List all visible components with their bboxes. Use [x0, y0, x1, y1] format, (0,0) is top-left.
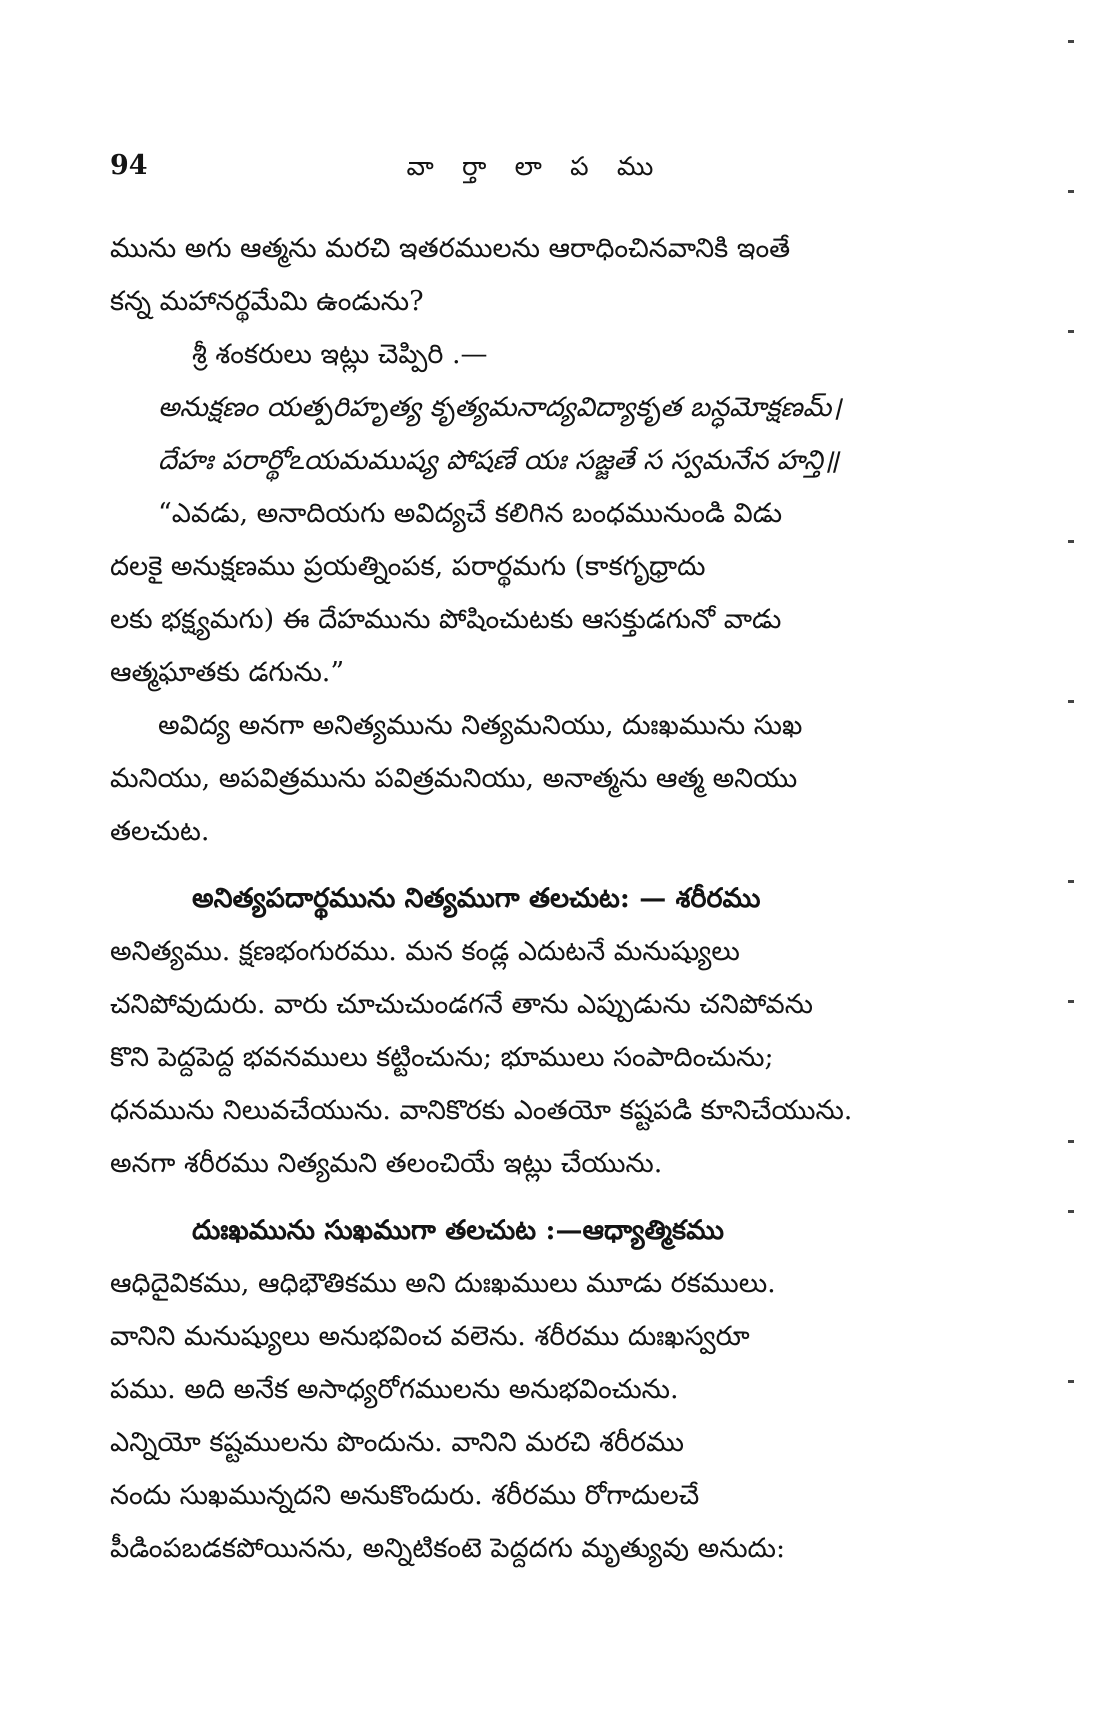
scan-edge-marks — [1040, 0, 1100, 1721]
section-heading: దుఃఖమును సుఖముగా తలచుట :—ఆధ్యాత్మికము — [192, 1215, 725, 1246]
text-line: తలచుట. — [110, 816, 210, 847]
text-line: అనగా శరీరము నిత్యమని తలంచియే ఇట్లు చేయును. — [110, 1148, 663, 1179]
page-body — [110, 222, 960, 1575]
running-title: వా ర్తా లా ప ము — [406, 152, 664, 182]
text-line: “ఎవడు, అనాదియగు అవిద్యచే కలిగిన బంధమునుండి విడు — [158, 498, 783, 529]
text-line: ఆత్మఘాతకు డగును.” — [110, 657, 345, 688]
text-line: ధనమును నిలువచేయును. వానికొరకు ఎంతయో కష్టపడి కూనిచేయును. — [110, 1095, 853, 1126]
text-line: ఎన్నియో కష్టములను పొందును. వానిని మరచి శరీరము — [110, 1427, 684, 1458]
sanskrit-verse-line: అనుక్షణం యత్పరిహృత్య కృత్యమనాద్యవిద్యాకృత బన్ధమోక్షణమ్। — [158, 392, 842, 423]
page-number: 94 — [110, 150, 148, 181]
text-line: అనిత్యము. క్షణభంగురము. మన కండ్ల ఎదుటనే మనుష్యులు — [110, 936, 740, 967]
text-line: కన్న మహానర్థమేమి ఉండును? — [110, 286, 424, 317]
text-line: ఆధిదైవికము, ఆధిభౌతికము అని దుఃఖములు మూడు రకములు. — [110, 1268, 776, 1299]
quote-intro: శ్రీ శంకరులు ఇట్లు చెప్పిరి .— — [192, 339, 488, 370]
text-line: దలకై అనుక్షణము ప్రయత్నింపక, పరార్థమగు (కాకగృధ్రాదు — [110, 551, 706, 582]
text-line: నందు సుఖమున్నదని అనుకొందురు. శరీరము రోగాదులచే — [110, 1480, 700, 1511]
text-line: పము. అది అనేక అసాధ్యరోగములను అనుభవించును. — [110, 1374, 679, 1405]
page-header — [110, 150, 960, 190]
text-line: లకు భక్ష్యమగు) ఈ దేహమును పోషించుటకు ఆసక్తుడగునో వాడు — [110, 604, 782, 635]
text-line: పీడింపబడకపోయినను, అన్నిటికంటె పెద్దదగు మృత్యువు అనుదు: — [110, 1533, 786, 1564]
text-line: చనిపోవుదురు. వారు చూచుచుండగనే తాను ఎప్పుడును చనిపోవను — [110, 989, 814, 1020]
text-line: కొని పెద్దపెద్ద భవనములు కట్టించును; భూములు సంపాదించును; — [110, 1042, 774, 1073]
text-line: మును అగు ఆత్మను మరచి ఇతరములను ఆరాధించినవానికి ఇంతే — [110, 233, 791, 264]
text-line: అవిద్య అనగా అనిత్యమును నిత్యమనియు, దుఃఖమును సుఖ — [158, 710, 803, 741]
sanskrit-verse-line: దేహః పరార్థోఽయమముష్య పోషణే యః సజ్జతే స స్వమనేన హన్తి॥ — [158, 445, 839, 476]
text-line: వానిని మనుష్యులు అనుభవించ వలెను. శరీరము దుఃఖస్వరూ — [110, 1321, 750, 1352]
text-line: మనియు, అపవిత్రమును పవిత్రమనియు, అనాత్మను ఆత్మ అనియు — [110, 763, 798, 794]
section-heading: అనిత్యపదార్థమును నిత్యముగా తలచుట: — శరీరము — [192, 883, 761, 914]
